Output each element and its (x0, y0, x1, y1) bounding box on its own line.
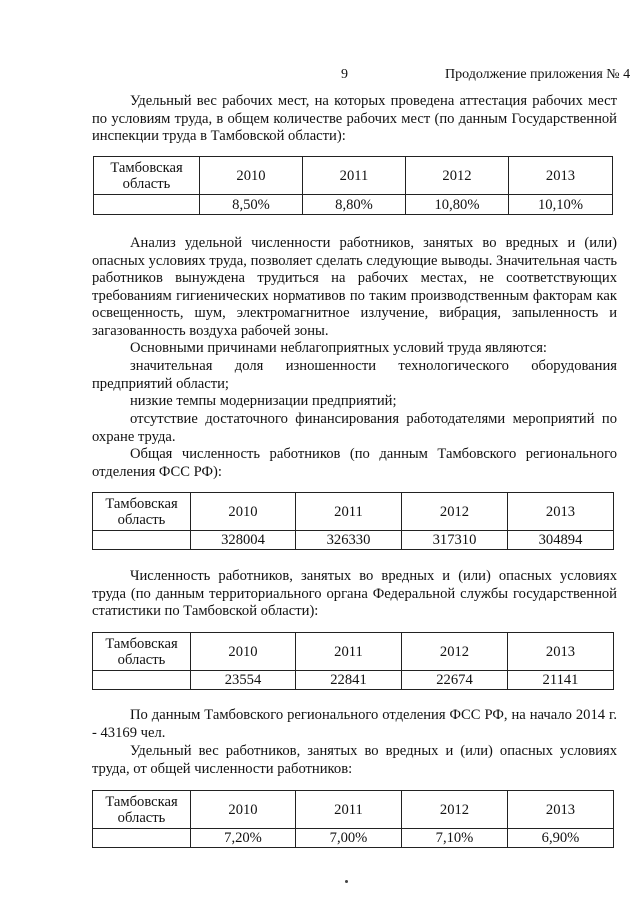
year-cell: 2010 (200, 157, 303, 195)
table-header-row (94, 157, 613, 195)
total-workers-intro: Общая численность работников (по данным Тамбовского регионального отделения ФСС РФ): (92, 446, 617, 480)
value-cell: 326330 (296, 531, 402, 550)
year-cell: 2011 (296, 493, 402, 531)
value-cell: 23554 (191, 671, 296, 690)
region-cell: Тамбовская область (93, 633, 191, 671)
value-cell: 7,10% (402, 829, 508, 848)
year-cell: 2012 (406, 157, 509, 195)
year-cell: 2013 (508, 633, 614, 671)
empty-cell (94, 195, 200, 215)
hazardous-workers-table (92, 632, 614, 690)
value-cell: 6,90% (508, 829, 614, 848)
fss-note: По данным Тамбовского регионального отделения ФСС РФ, на начало 2014 г. - 43169 чел. (92, 707, 617, 741)
table-value-row (93, 671, 614, 690)
year-cell: 2012 (402, 633, 508, 671)
total-workers-table (92, 492, 614, 550)
value-cell: 10,80% (406, 195, 509, 215)
year-cell: 2013 (509, 157, 613, 195)
value-cell: 21141 (508, 671, 614, 690)
share-intro: Удельный вес работников, занятых во вредных и (или) опасных условиях труда, от общей численности работников: (92, 743, 617, 777)
share-table (92, 790, 614, 848)
attestation-intro: Удельный вес рабочих мест, на которых проведена аттестация рабочих мест по условиям труда, в общем количестве рабочих мест (по данным Государственной инспекции труда в Тамбовской области): (92, 93, 617, 145)
year-cell: 2011 (296, 791, 402, 829)
hazardous-workers-intro: Численность работников, занятых во вредных и (или) опасных условиях труда (по данным территориального органа Федеральной службы государственной статистики по Тамбовской области): (92, 568, 617, 620)
empty-cell (93, 829, 191, 848)
empty-cell (93, 671, 191, 690)
year-cell: 2010 (191, 633, 296, 671)
year-cell: 2010 (191, 791, 296, 829)
region-cell: Тамбовская область (94, 157, 200, 195)
table-value-row (94, 195, 613, 215)
reason-item-3: отсутствие достаточного финансирования работодателями мероприятий по охране труда. (92, 411, 617, 445)
value-cell: 328004 (191, 531, 296, 550)
table-header-row (93, 791, 614, 829)
value-cell: 22841 (296, 671, 402, 690)
value-cell: 304894 (508, 531, 614, 550)
value-cell: 8,80% (303, 195, 406, 215)
year-cell: 2013 (508, 791, 614, 829)
value-cell: 8,50% (200, 195, 303, 215)
value-cell: 22674 (402, 671, 508, 690)
region-cell: Тамбовская область (93, 791, 191, 829)
scan-speck (345, 880, 348, 883)
value-cell: 10,10% (509, 195, 613, 215)
value-cell: 7,00% (296, 829, 402, 848)
page-number: 9 (341, 67, 348, 82)
year-cell: 2013 (508, 493, 614, 531)
continuation-header: Продолжение приложения № 4 (445, 67, 631, 82)
year-cell: 2012 (402, 791, 508, 829)
analysis-paragraph: Анализ удельной численности работников, занятых во вредных и (или) опасных условиях труда, позволяет сделать следующие выводы. Значительная часть работников вынуждена трудиться на рабочих местах, не соответствующих требованиям гигиенических нормативов по таким производственным факторам как освещенность, шум, электромагнитное излучение, вибрация, запыленность и загазованность воздуха рабочей зоны. (92, 235, 617, 339)
value-cell: 7,20% (191, 829, 296, 848)
attestation-table (93, 156, 613, 215)
table-header-row (93, 493, 614, 531)
table-value-row (93, 531, 614, 550)
year-cell: 2011 (296, 633, 402, 671)
year-cell: 2011 (303, 157, 406, 195)
reason-item-2: низкие темпы модернизации предприятий; (130, 393, 397, 409)
table-header-row (93, 633, 614, 671)
value-cell: 317310 (402, 531, 508, 550)
empty-cell (93, 531, 191, 550)
year-cell: 2010 (191, 493, 296, 531)
region-cell: Тамбовская область (93, 493, 191, 531)
table-value-row (93, 829, 614, 848)
year-cell: 2012 (402, 493, 508, 531)
reasons-intro: Основными причинами неблагоприятных условий труда являются: (130, 340, 547, 356)
reason-item-1: значительная доля изношенности технологического оборудования предприятий области; (92, 358, 617, 392)
